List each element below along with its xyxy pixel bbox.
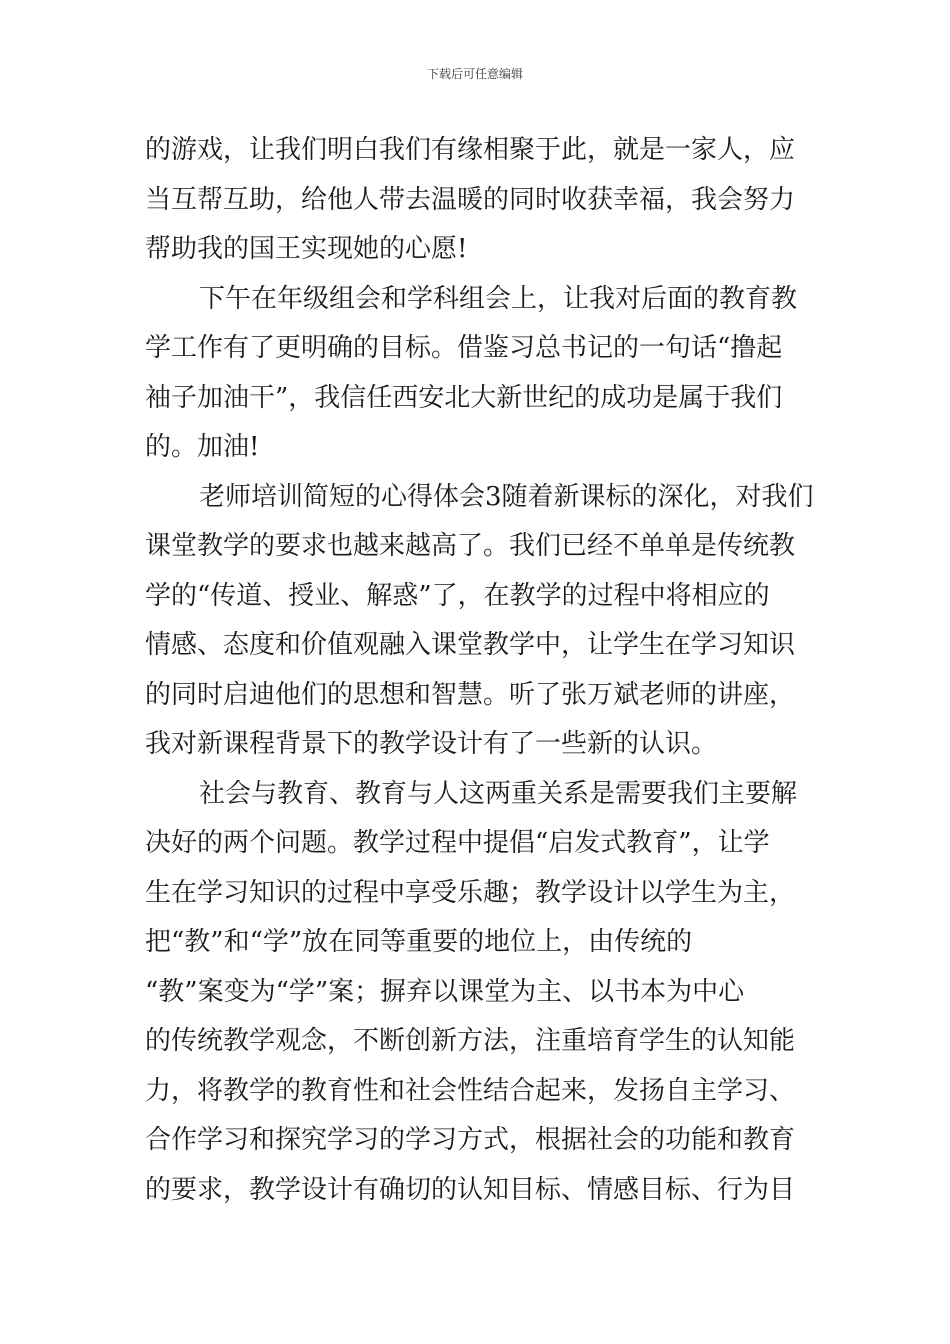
text-line: 的。加油! <box>145 432 260 462</box>
text-line: 帮助我的国王实现她的心愿! <box>145 234 468 264</box>
page-header: 下载后可任意编辑 <box>426 67 523 81</box>
text-line: 学的“传道、授业、解惑”了，在教学的过程中将相应的 <box>145 580 770 611</box>
text-line: 老师培训简短的心得体会3随着新课标的深化，对我们 <box>199 481 814 512</box>
text-line: 决好的两个问题。教学过程中提倡“启发式教育”，让学 <box>145 828 770 858</box>
text-line: 的要求，教学设计有确切的认知目标、情感目标、行为目 <box>145 1174 796 1205</box>
text-line: 生在学习知识的过程中享受乐趣；教学设计以学生为主， <box>145 877 796 908</box>
text-line: 的游戏，让我们明白我们有缘相聚于此，就是一家人，应 <box>145 135 796 165</box>
paragraph <box>145 473 814 770</box>
document-body <box>145 126 814 1215</box>
paragraph <box>145 126 810 275</box>
text-line: 下午在年级组会和学科组会上，让我对后面的教育教 <box>199 283 798 314</box>
text-line: 课堂教学的要求也越来越高了。我们已经不单单是传统教 <box>145 531 796 561</box>
text-line: 当互帮互助，给他人带去温暖的同时收获幸福，我会努力 <box>145 184 796 215</box>
text-line: 的传统教学观念，不断创新方法，注重培育学生的认知能 <box>145 1026 796 1056</box>
text-line: 社会与教育、教育与人这两重关系是需要我们主要解 <box>199 778 798 809</box>
text-line: 的同时启迪他们的思想和智慧。听了张万斌老师的讲座， <box>145 679 796 710</box>
paragraph <box>145 770 810 1216</box>
text-line: 我对新课程背景下的教学设计有了一些新的认识。 <box>145 729 718 759</box>
text-line: 把“教”和“学”放在同等重要的地位上，由传统的 <box>145 927 693 957</box>
text-line: 情感、态度和价值观融入课堂教学中，让学生在学习知识 <box>145 630 796 660</box>
text-line: “教”案变为“学”案；摒弃以课堂为主、以书本为中心 <box>145 976 745 1007</box>
text-line: 合作学习和探究学习的学习方式，根据社会的功能和教育 <box>145 1125 796 1155</box>
text-line: 学工作有了更明确的目标。借鉴习总书记的一句话“撸起 <box>145 333 783 363</box>
text-line: 力，将教学的教育性和社会性结合起来，发扬自主学习、 <box>145 1075 796 1106</box>
text-line: 袖子加油干”，我信任西安北大新世纪的成功是属于我们 <box>145 382 783 413</box>
paragraph <box>145 275 810 473</box>
